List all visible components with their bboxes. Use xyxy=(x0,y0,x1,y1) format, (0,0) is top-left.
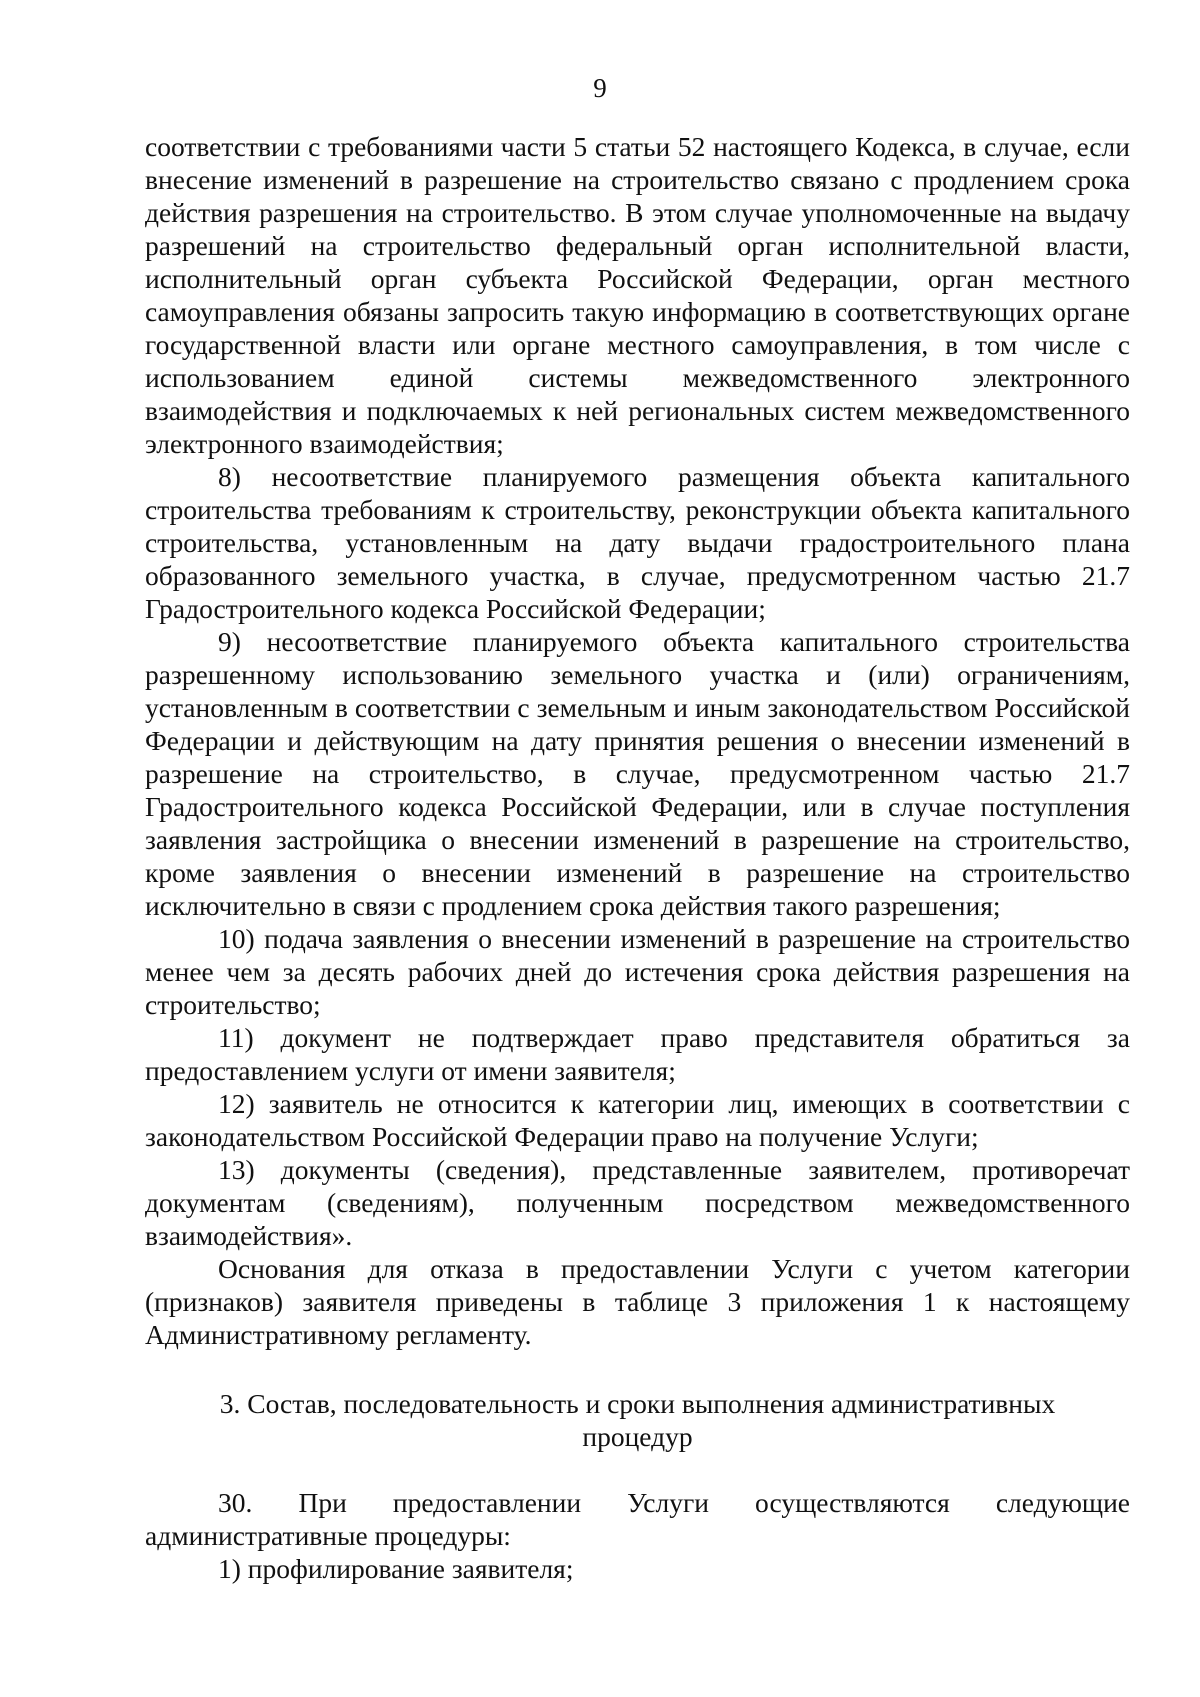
paragraph-30: 30. При предоставлении Услуги осуществляются следующие административные процедуры: xyxy=(145,1487,1130,1551)
section-heading: 3. Состав, последовательность и сроки выполнения административных процедур xyxy=(219,1388,1056,1452)
paragraph-refusal-grounds: Основания для отказа в предоставлении Услуги с учетом категории (признаков) заявителя приведены в таблице 3 приложения 1 к настоящему Административному регламенту. xyxy=(145,1253,1130,1350)
paragraph-item-12: 12) заявитель не относится к категории лиц, имеющих в соответствии с законодательством Российской Федерации право на получение Услуги; xyxy=(145,1088,1130,1152)
page-number: 9 xyxy=(593,73,607,103)
paragraph-item-13: 13) документы (сведения), представленные заявителем, противоречат документам (сведениям), полученным посредством межведомственного взаимодействия». xyxy=(145,1154,1130,1251)
paragraph-item-9: 9) несоответствие планируемого объекта капитального строительства разрешенному использованию земельного участка и (или) ограничениям, установленным в соответствии с земельным и иным законодательством Российской Федерации и действующим на дату принятия решения о внесении изменений в разрешение на строительство, в случае, предусмотренном частью 21.7 Градостроительного кодекса Российской Федерации, или в случае поступления заявления застройщика о внесении изменений в разрешение на строительство, кроме заявления о внесении изменений в разрешение на строительство исключительно в связи с продлением срока действия такого разрешения; xyxy=(145,626,1130,921)
paragraph-procedure-1: 1) профилирование заявителя; xyxy=(218,1553,574,1584)
document-body xyxy=(145,130,1130,1585)
paragraph-item-8: 8) несоответствие планируемого размещения объекта капитального строительства требованиям к строительству, реконструкции объекта капитального строительства, установленным на дату выдачи градостроительного плана образованного земельного участка, в случае, предусмотренном частью 21.7 Градостроительного кодекса Российской Федерации; xyxy=(145,461,1130,624)
paragraph-continuation: соответствии с требованиями части 5 статьи 52 настоящего Кодекса, в случае, если внесение изменений в разрешение на строительство связано с продлением срока действия разрешения на строительство. В этом случае уполномоченные на выдачу разрешений на строительство федеральный орган исполнительной власти, исполнительный орган субъекта Российской Федерации, орган местного самоуправления обязаны запросить такую информацию в соответствующих органе государственной власти или органе местного самоуправления, в том числе с использованием единой системы межведомственного электронного взаимодействия и подключаемых к ней региональных систем межведомственного электронного взаимодействия; xyxy=(145,131,1130,459)
paragraph-item-11: 11) документ не подтверждает право представителя обратиться за предоставлением услуги от имени заявителя; xyxy=(145,1022,1130,1086)
paragraph-item-10: 10) подача заявления о внесении изменений в разрешение на строительство менее чем за десять рабочих дней до истечения срока действия разрешения на строительство; xyxy=(145,923,1130,1020)
